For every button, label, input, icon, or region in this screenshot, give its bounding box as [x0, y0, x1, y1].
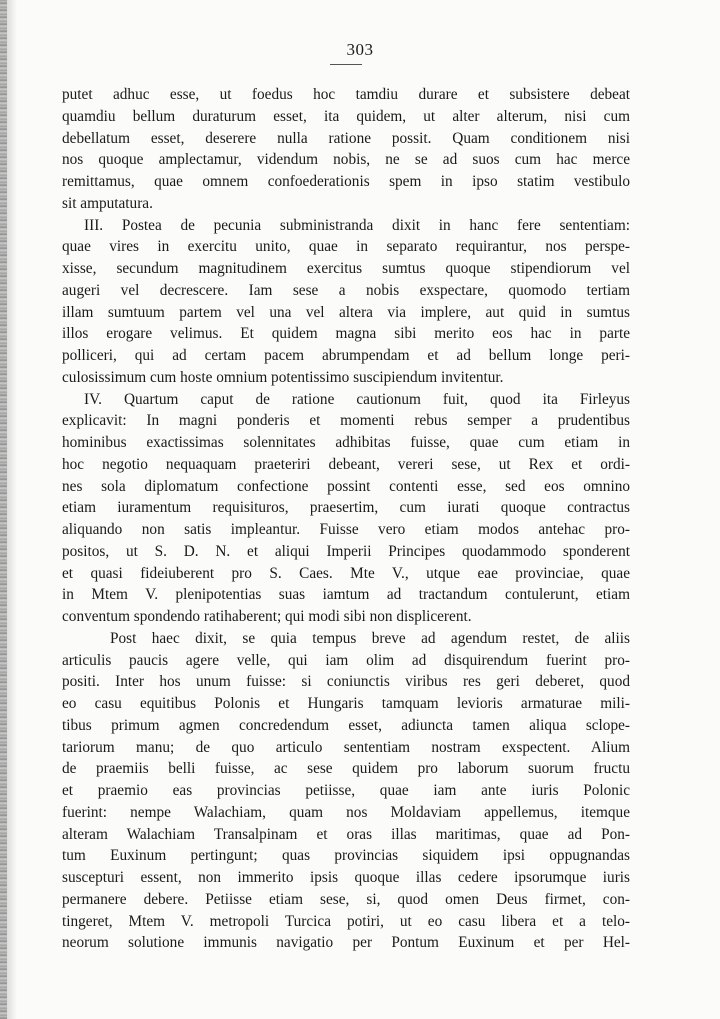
text-line: debellatum esset, deserere nulla ratione possit. Quam conditionem nisi: [62, 129, 630, 147]
text-line: tingeret, Mtem V. metropoli Turcica potiri, ut eo casu libera et a telo-: [62, 912, 630, 930]
text-line: explicavit: In magni ponderis et momenti rebus semper a prudentibus: [62, 412, 630, 430]
text-line: illam sumtuum partem vel una vel altera via implere, aut quid in sumtus: [62, 303, 630, 321]
text-line: putet adhuc esse, ut foedus hoc tamdiu durare et subsistere debeat: [62, 86, 630, 103]
text-line: conventum spondendo ratihaberent; qui modi sibi non displicerent.: [62, 608, 472, 625]
text-line: nes sola diplomatum confectione possint contenti esse, sed eos omnino: [62, 477, 630, 495]
text-line: Post haec dixit, se quia tempus breve ad agendum restet, de aliis: [110, 629, 630, 647]
scan-binding-shadow: [7, 0, 17, 1019]
text-line: permanere debere. Petiisse etiam sese, si, quod omen Deus firmet, con-: [62, 890, 630, 908]
text-line: tum Euxinum pertingunt; quas provincias siquidem ipsi oppugnandas: [62, 847, 630, 865]
text-line: polliceri, qui ad certam pacem abrumpendam et ad bellum longe peri-: [62, 347, 630, 364]
text-line: III. Postea de pecunia subministranda dixit in hanc fere sententiam:: [84, 216, 630, 234]
page-number: 303: [346, 40, 374, 59]
text-line: hoc negotio nequaquam praeteriri debeant, vereri sese, ut Rex et ordi-: [62, 455, 630, 473]
text-line: articulis paucis agere velle, qui iam olim ad disquirendum fuerint pro-: [62, 651, 630, 669]
body-text: [62, 84, 630, 954]
page-number-underline: [330, 64, 362, 65]
text-line: quamdiu bellum duraturum esset, ita quidem, ut alter alterum, nisi cum: [62, 107, 630, 125]
text-line: sit amputatura.: [62, 194, 153, 212]
text-line: hominibus exactissimas solennitates adhibitas fuisse, quae cum etiam in: [62, 434, 630, 451]
text-line: fuerint: nempe Walachiam, quam nos Moldaviam appellemus, itemque: [62, 803, 630, 821]
text-line: etiam iuramentum requisituros, praesertim, cum iurati quoque contractus: [62, 499, 630, 517]
text-line: in Mtem V. plenipotentias suas iamtum ad tractandum contulerunt, etiam: [62, 586, 630, 604]
text-line: culosissimum cum hoste omnium potentissimo suscipiendum invitentur.: [62, 368, 504, 386]
text-line: tariorum manu; de quo articulo sententiam nostram exspectent. Alium: [62, 738, 630, 756]
text-line: suscepturi essent, non immerito ipsis quoque illas cedere ipsorumque iuris: [62, 869, 630, 886]
text-line: xisse, secundum magnitudinem exercitus sumtus quoque stipendiorum vel: [62, 260, 630, 277]
text-line: tibus primum agmen concredendum esset, adiuncta tamen aliqua sclope-: [62, 716, 630, 734]
text-line: nos quoque amplectamur, videndum nobis, ne se ad suos cum hac merce: [62, 151, 630, 169]
text-line: aliquando non satis impleantur. Fuisse vero etiam modos antehac pro-: [62, 521, 630, 538]
text-line: illos erogare velimus. Et quidem magna sibi merito eos hac in parte: [62, 325, 630, 343]
text-line: et quasi fideiuberent pro S. Caes. Mte V., utque eae provinciae, quae: [62, 564, 630, 582]
text-line: de praemiis belli fuisse, ac sese quidem pro laborum suorum fructu: [62, 760, 630, 778]
text-line: et praemio eas provincias petiisse, quae iam ante iuris Polonic: [62, 782, 630, 799]
text-line: positi. Inter hos unum fuisse: si coniunctis viribus res geri deberet, quod: [62, 673, 630, 691]
text-line: augeri vel decrescere. Iam sese a nobis exspectare, quomodo tertiam: [62, 281, 630, 299]
text-line: eo casu equitibus Polonis et Hungaris tamquam levioris armaturae mili-: [62, 695, 630, 712]
text-line: neorum solutione immunis navigatio per Pontum Euxinum et per Hel-: [62, 934, 630, 952]
text-line: quae vires in exercitu unito, quae in separato requirantur, nos perspe-: [62, 238, 630, 256]
text-line: remittamus, quae omnem confoederationis spem in ipso statim vestibulo: [62, 173, 630, 190]
text-line: alteram Walachiam Transalpinam et oras illas maritimas, quae ad Pon-: [62, 825, 630, 843]
scan-binding-edge: [0, 0, 7, 1019]
text-line: positos, ut S. D. N. et aliqui Imperii Principes quodammodo sponderent: [62, 542, 630, 560]
text-line: IV. Quartum caput de ratione cautionum fuit, quod ita Firleyus: [84, 390, 630, 408]
